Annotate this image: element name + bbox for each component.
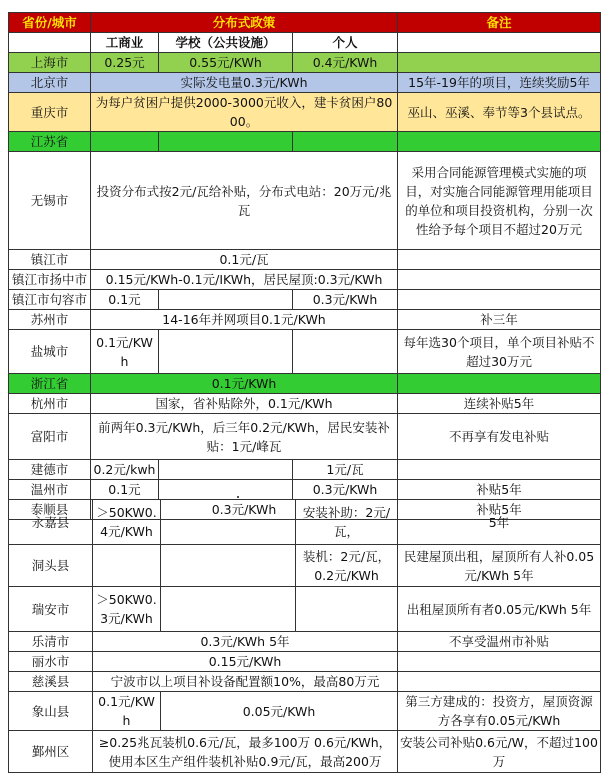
remark-cell: 出租屋顶所有者0.05元/KWh 5年 [398, 587, 601, 632]
policy-cell: 学校（公共设施） [159, 33, 293, 53]
region-cell: 丽水市 [9, 652, 93, 672]
policy-cell: 国家，省补贴除外，0.1元/KWh [91, 394, 398, 414]
policy-cell: 1元/瓦 [293, 460, 398, 480]
remark-cell [398, 250, 601, 270]
region-cell [9, 33, 91, 53]
row-yancheng [9, 330, 601, 374]
region-cell: 省份/城市 [9, 13, 91, 33]
region-cell: 泰顺县 [9, 500, 91, 520]
region-cell: 镇江市扬中市 [9, 270, 91, 290]
policy-cell: 0.25元 [91, 53, 159, 73]
policy-cell: 0.55元/KWh [159, 53, 293, 73]
policy-cell: 工商业 [91, 33, 159, 53]
remark-cell [398, 290, 601, 310]
policy-cell [159, 480, 293, 500]
region-cell: 杭州市 [9, 394, 91, 414]
policy-cell: 0.1元/KWh [93, 692, 161, 731]
remark-cell: 连续补贴5年 [398, 394, 601, 414]
policy-cell [161, 587, 296, 632]
row-zhenjiang [9, 250, 601, 270]
policy-cell [293, 132, 398, 152]
policy-cell: 0.1元/KWh [91, 374, 398, 394]
remark-cell: 15年-19年的项目，连续奖励5年 [398, 73, 601, 93]
remark-cell: 民建屋顶出租，屋顶所有人补0.05元/KWh 5年 [398, 545, 601, 587]
policy-cell: 实际发电量0.3元/KWh [91, 73, 398, 93]
region-cell: 苏州市 [9, 310, 91, 330]
policy-cell: 0.2元/kwh [91, 460, 159, 480]
policy-cell [91, 132, 159, 152]
policy-cell [161, 545, 296, 587]
row-yinzhou [9, 731, 601, 773]
policy-cell [296, 587, 398, 632]
region-cell: 慈溪县 [9, 672, 93, 692]
remark-cell: 每年选30个项目，单个项目补贴不超过30万元 [398, 330, 601, 374]
policy-cell: 0.1元/瓦 [91, 250, 398, 270]
policy-cell: 0.4元/KWh [293, 53, 398, 73]
remark-cell: 第三方建成的：投资方，屋顶资源方各享有0.05元/KWh [398, 692, 601, 731]
remark-cell [398, 374, 601, 394]
policy-cell: 个人 [293, 33, 398, 53]
region-cell: 北京市 [9, 73, 91, 93]
policy-cell: 0.1元 [91, 290, 159, 310]
subsidy-policy-table-part1 [8, 12, 601, 520]
remark-cell: 不享受温州市补贴 [398, 632, 601, 652]
policy-cell: ＞50KW0.4元/KWh [93, 500, 161, 545]
policy-cell: 投资分布式按2元/瓦给补贴，分布式电站：20万元/兆瓦 [91, 152, 398, 250]
row-yueqing [9, 632, 601, 652]
region-cell: 永嘉县 [9, 500, 93, 545]
row-xiangshan [9, 692, 601, 731]
policy-cell: 0.05元/KWh [161, 692, 398, 731]
subsidy-policy-table-part2 [8, 499, 601, 773]
row-beijing [9, 73, 601, 93]
row-zhejiang [9, 374, 601, 394]
row-ruian [9, 587, 601, 632]
policy-cell: 0.15元/KWh-0.1元/IKWh，居民屋顶:0.3元/KWh [91, 270, 398, 290]
row-cixi [9, 672, 601, 692]
region-cell: 瑞安市 [9, 587, 93, 632]
row-chongqing [9, 93, 601, 132]
remark-cell [398, 53, 601, 73]
policy-cell: 14-16年并网项目0.1元/KWh [91, 310, 398, 330]
region-cell: 建德市 [9, 460, 91, 480]
region-cell: 重庆市 [9, 93, 91, 132]
remark-cell: 安装公司补贴0.6元/W，不超过100万 [398, 731, 601, 773]
remark-cell: 不再享有发电补贴 [398, 414, 601, 460]
policy-cell: 0.1元 [91, 480, 159, 500]
region-cell: 上海市 [9, 53, 91, 73]
subheader-row [9, 33, 601, 53]
remark-cell: 备注 [398, 13, 601, 33]
policy-cell: 安装补助：2元/瓦， [296, 500, 398, 545]
row-yangzhong [9, 270, 601, 290]
region-cell: 象山县 [9, 692, 93, 731]
remark-cell: 采用合同能源管理模式实施的项目，对实施合同能源管理用能项目的单位和项目投资机构，分别一次性给予每个项目不超过20万元 [398, 152, 601, 250]
policy-cell [159, 290, 293, 310]
policy-cell: 前两年0.3元/KWh，后三年0.2元/KWh，居民安装补贴：1元/峰瓦 [91, 414, 398, 460]
policy-cell: 0.3元/KWh 5年 [93, 632, 398, 652]
policy-cell: 0.15元/KWh [93, 652, 398, 672]
region-cell: 鄞州区 [9, 731, 93, 773]
region-cell: 镇江市句容市 [9, 290, 91, 310]
row-hangzhou [9, 394, 601, 414]
policy-cell: ＞50KW0.3元/KWh [93, 587, 161, 632]
divider-mark [237, 496, 239, 498]
region-cell: 镇江市 [9, 250, 91, 270]
row-fuyang [9, 414, 601, 460]
policy-cell: 分布式政策 [91, 13, 398, 33]
remark-cell [398, 652, 601, 672]
policy-cell [293, 330, 398, 374]
remark-cell: 巫山、巫溪、奉节等3个县试点。 [398, 93, 601, 132]
row-jiande [9, 460, 601, 480]
policy-cell: 0.3元/KWh [293, 290, 398, 310]
region-cell: 洞头县 [9, 545, 93, 587]
policy-cell: 宁波市以上项目补设备配置额10%，最高80万元 [93, 672, 398, 692]
policy-cell: 装机：2元/瓦，0.2元/KWh [296, 545, 398, 587]
region-cell: 温州市 [9, 480, 91, 500]
remark-cell: 5年 [398, 500, 601, 545]
remark-cell [398, 132, 601, 152]
region-cell: 富阳市 [9, 414, 91, 460]
region-cell: 浙江省 [9, 374, 91, 394]
header-row [9, 13, 601, 33]
policy-cell: 为每户贫困户提供2000-3000元收入，建卡贫困户8000。 [91, 93, 398, 132]
row-wenzhou [9, 480, 601, 500]
policy-cell: 0.1元/KWh [91, 330, 159, 374]
row-lishui [9, 652, 601, 672]
remark-cell: 补贴5年 [398, 500, 601, 520]
policy-cell: 0.3元/KWh [293, 480, 398, 500]
region-cell: 江苏省 [9, 132, 91, 152]
row-shanghai [9, 53, 601, 73]
remark-cell: 补贴5年 [398, 480, 601, 500]
row-jiangsu [9, 132, 601, 152]
region-cell: 无锡市 [9, 152, 91, 250]
row-yongjia [9, 500, 601, 545]
policy-cell [159, 460, 293, 480]
policy-cell: 0.3元/KWh [91, 500, 398, 520]
policy-cell: ≥0.25兆瓦装机0.6元/瓦，最多100万 0.6元/KWh，使用本区生产组件装机补贴0.9元/瓦，最高200万 [93, 731, 398, 773]
remark-cell: 补三年 [398, 310, 601, 330]
row-jurong [9, 290, 601, 310]
policy-cell [161, 500, 296, 545]
policy-cell [159, 132, 293, 152]
remark-cell [398, 460, 601, 480]
row-wuxi [9, 152, 601, 250]
policy-cell [93, 545, 161, 587]
remark-cell [398, 270, 601, 290]
remark-cell [398, 33, 601, 53]
region-cell: 盐城市 [9, 330, 91, 374]
policy-cell [159, 330, 293, 374]
region-cell: 乐清市 [9, 632, 93, 652]
row-suzhou [9, 310, 601, 330]
remark-cell [398, 672, 601, 692]
row-dongtou [9, 545, 601, 587]
